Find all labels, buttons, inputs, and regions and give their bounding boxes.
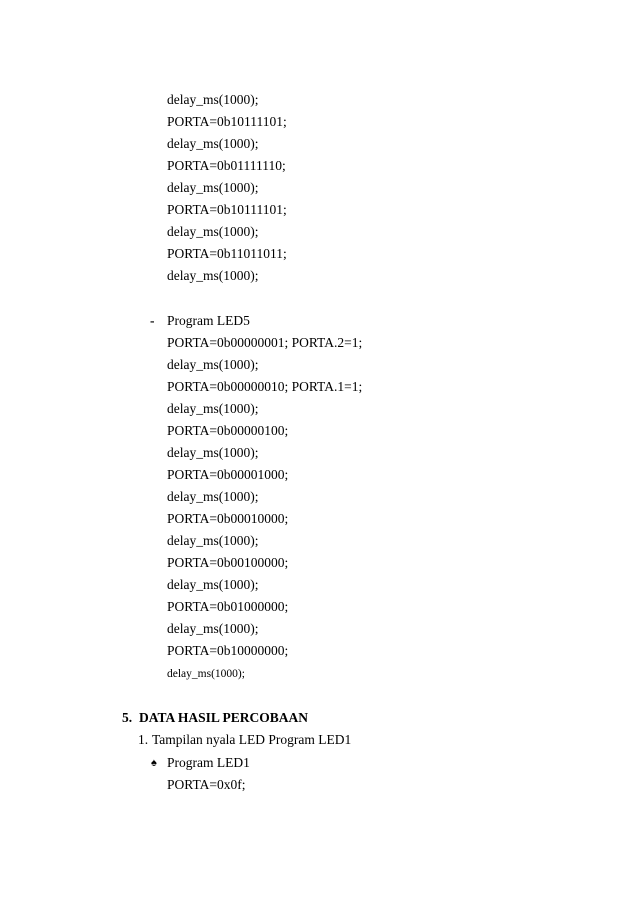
code-line: delay_ms(1000);: [167, 92, 259, 107]
code-line: PORTA=0b00000100;: [167, 423, 289, 438]
code-line: delay_ms(1000);: [167, 401, 259, 416]
code-line: delay_ms(1000);: [167, 533, 259, 548]
code-line: PORTA=0b00010000;: [167, 511, 289, 526]
numbered-item: [138, 732, 351, 748]
code-line: delay_ms(1000);: [167, 224, 259, 239]
section-heading: [122, 710, 308, 726]
code-line: delay_ms(1000);: [167, 136, 259, 151]
code-line: delay_ms(1000);: [167, 489, 259, 504]
section-title: DATA HASIL PERCOBAAN: [139, 710, 309, 725]
code-line: delay_ms(1000);: [167, 180, 259, 195]
code-line: PORTA=0b10000000;: [167, 643, 289, 658]
item-number: 1.: [138, 732, 149, 747]
code-line: PORTA=0b00000010; PORTA.1=1;: [167, 379, 363, 394]
code-line: PORTA=0b00000001; PORTA.2=1;: [167, 335, 363, 350]
code-line: PORTA=0b00100000;: [167, 555, 289, 570]
code-line: delay_ms(1000);: [167, 445, 259, 460]
code-line: PORTA=0b11011011;: [167, 246, 287, 261]
dash-bullet: -: [150, 313, 155, 328]
section-number: 5.: [122, 710, 133, 725]
code-line: PORTA=0b00001000;: [167, 467, 289, 482]
item-text: Tampilan nyala LED Program LED1: [152, 732, 352, 747]
code-line: delay_ms(1000);: [167, 357, 259, 372]
code-line: PORTA=0b10111101;: [167, 114, 287, 129]
code-line: delay_ms(1000);: [167, 268, 259, 283]
code-line: PORTA=0b01111110;: [167, 158, 286, 173]
code-line: delay_ms(1000);: [167, 621, 259, 636]
code-line: PORTA=0b01000000;: [167, 599, 289, 614]
spade-bullet-icon: ♠: [151, 757, 157, 769]
program-title: Program LED5: [167, 313, 250, 328]
code-line: PORTA=0x0f;: [167, 777, 246, 792]
program-title: Program LED1: [167, 755, 250, 770]
code-line: delay_ms(1000);: [167, 577, 259, 592]
code-line: delay_ms(1000);: [167, 668, 245, 680]
code-line: PORTA=0b10111101;: [167, 202, 287, 217]
